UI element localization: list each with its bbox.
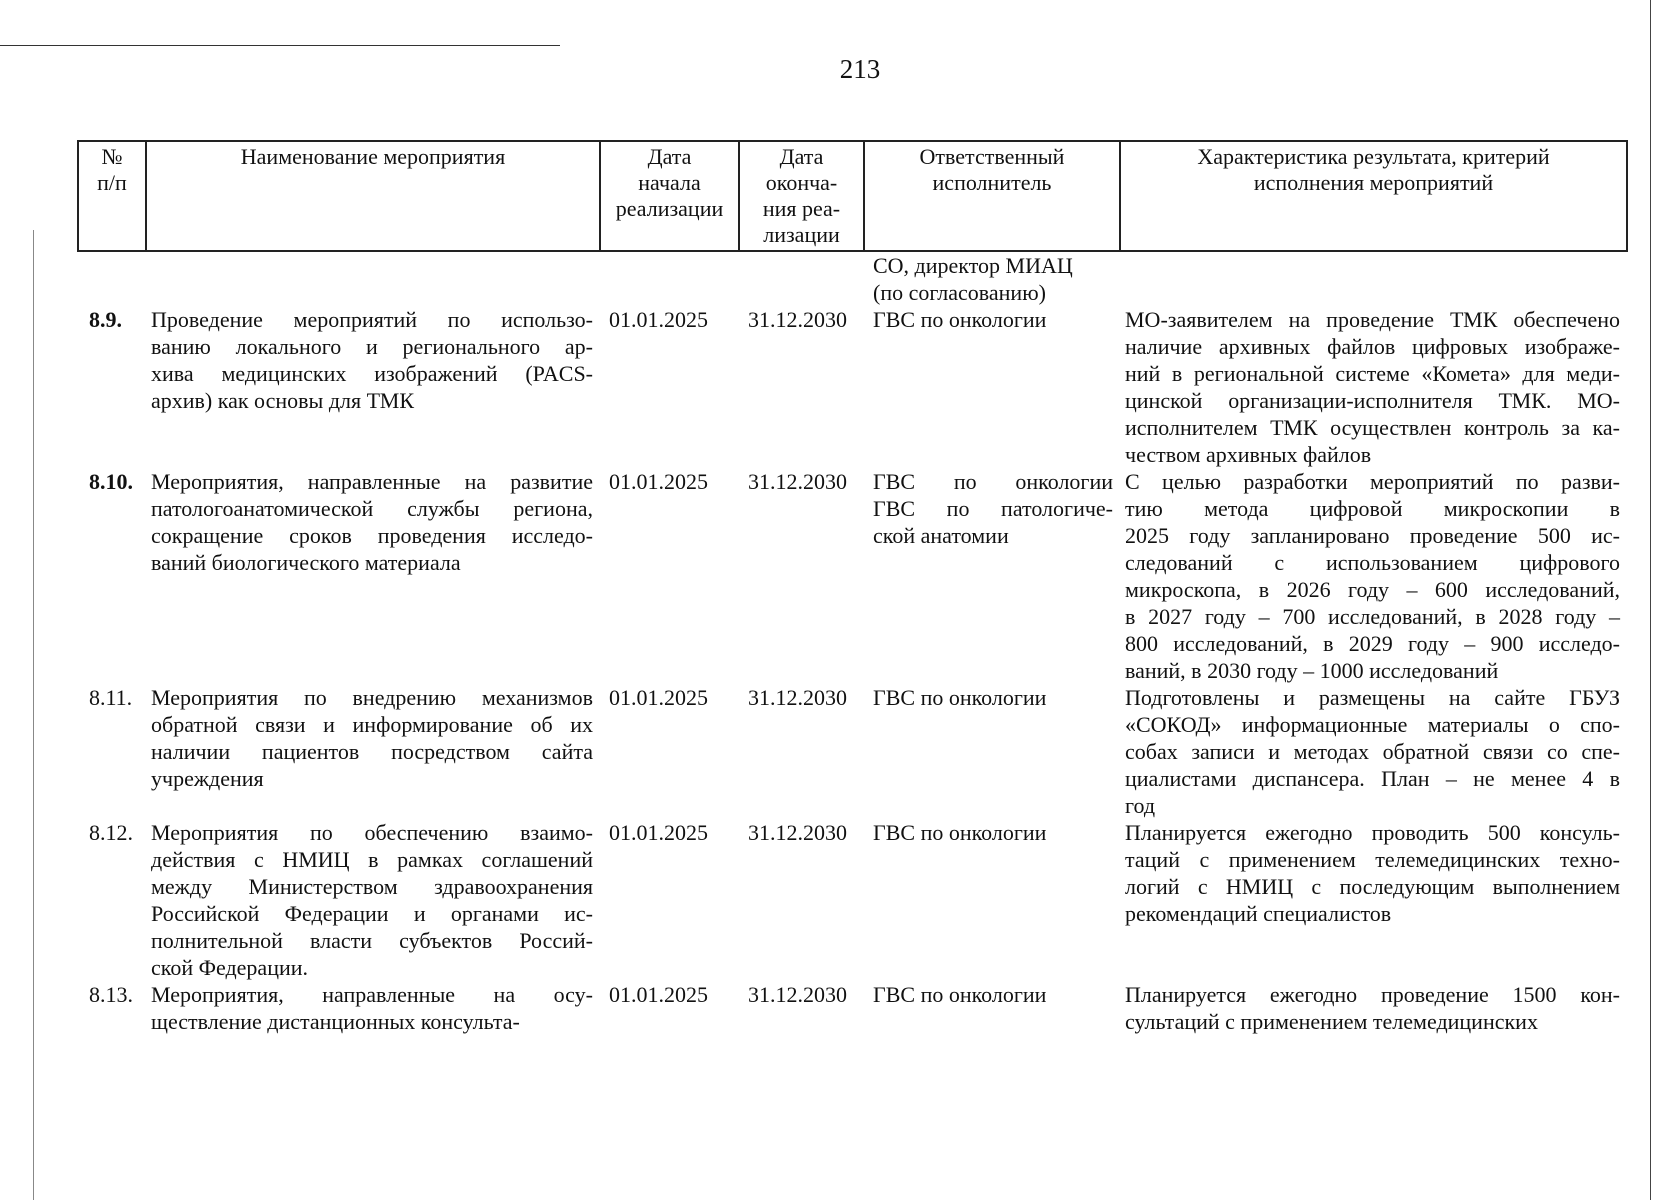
header-start-date (600, 141, 739, 251)
row-number-text: 8.11. (89, 685, 133, 710)
text-line: оконча- (765, 170, 838, 195)
scan-edge-right (1650, 0, 1651, 1200)
activity-name (145, 468, 599, 684)
end-date: 31.12.2030 (748, 307, 847, 332)
start-date: 01.01.2025 (609, 685, 708, 710)
text-line: Мероприятия, направленные на развитие (151, 469, 593, 494)
text-line: С целью разработки мероприятий по разви- (1125, 469, 1620, 494)
row-number (77, 306, 145, 468)
text-line: п/п (97, 170, 127, 195)
table-body (77, 252, 1626, 1041)
activity-name (145, 981, 599, 1041)
text-line: рекомендаций специалистов (1125, 901, 1392, 926)
text-line: Характеристика результата, критерий (1197, 144, 1550, 169)
text-line: ществление дистанционных консульта- (151, 1009, 520, 1034)
text-line: Планируется ежегодно проведение 1500 кон- (1125, 982, 1620, 1007)
row-number-text: 8.9. (89, 307, 122, 332)
text-line: 800 исследований, в 2029 году – 900 исследо- (1125, 631, 1620, 656)
page-number: 213 (839, 54, 881, 84)
text-line: чеством архивных файлов (1125, 442, 1372, 467)
text-line: логий с НМИЦ с последующим выполнением (1125, 874, 1620, 899)
text-line: Мероприятия по обеспечению взаимо- (151, 820, 593, 845)
text-line: сокращение сроков проведения исследо- (151, 523, 593, 548)
text-line: Мероприятия по внедрению механизмов (151, 685, 593, 710)
row-number (77, 981, 145, 1041)
text-line: «СОКОД» информационные материалы о спо- (1125, 712, 1620, 737)
responsible-executor (863, 306, 1119, 468)
header-responsible (864, 141, 1120, 251)
text-line: следований с использованием цифрового (1125, 550, 1620, 575)
text-line: ваний биологического материала (151, 550, 461, 575)
text-line: ской Федерации. (151, 955, 309, 980)
text-line: лизации (763, 222, 840, 247)
text-line: № (101, 144, 123, 169)
result-criteria (1119, 468, 1626, 684)
end-date: 31.12.2030 (748, 982, 847, 1007)
text-line: ГВС по онкологии (873, 307, 1047, 332)
header-end-date (739, 141, 864, 251)
start-date: 01.01.2025 (609, 469, 708, 494)
table-row (77, 819, 1626, 981)
end-date: 31.12.2030 (748, 469, 847, 494)
header-num (78, 141, 146, 251)
text-line: патологоанатомической службы региона, (151, 496, 593, 521)
table-row (77, 306, 1626, 468)
start-date: 01.01.2025 (609, 307, 708, 332)
table-row (77, 468, 1626, 684)
table-row (77, 981, 1626, 1041)
text-line: Дата (647, 144, 692, 169)
text-line: Дата (779, 144, 824, 169)
row-number (77, 468, 145, 684)
text-line: циалистами диспансера. План – не менее 4 в (1125, 766, 1620, 791)
header-name (146, 141, 600, 251)
activity-name (145, 684, 599, 819)
text-line: тию метода цифровой микроскопии в (1125, 496, 1620, 521)
text-line: МО-заявителем на проведение ТМК обеспечено (1125, 307, 1620, 332)
text-line: наличии пациентов посредством сайта (151, 739, 593, 764)
text-line: сультаций с применением телемедицинских (1125, 1009, 1538, 1034)
text-line: ГВС по патологиче- (873, 496, 1113, 521)
result-criteria (1119, 819, 1626, 981)
row-number-text: 8.12. (89, 820, 133, 845)
text-line: год (1125, 793, 1156, 818)
text-line: ваний, в 2030 году – 1000 исследований (1125, 658, 1499, 683)
responsible-executor (863, 684, 1119, 819)
text-line: полнительной власти субъектов Россий- (151, 928, 593, 953)
text-line: цинской организации-исполнителя ТМК. МО- (1125, 388, 1620, 413)
row-number-text: 8.10. (89, 469, 133, 494)
text-line: ской анатомии (873, 523, 1009, 548)
activity-name (145, 306, 599, 468)
text-line: собах записи и методах обратной связи со спе- (1125, 739, 1620, 764)
text-line: ний в региональной системе «Комета» для меди- (1125, 361, 1620, 386)
text-line: Проведение мероприятий по использо- (151, 307, 593, 332)
scan-edge-top (0, 45, 560, 46)
text-line: реализации (615, 196, 724, 221)
responsible-executor (863, 819, 1119, 981)
text-line: ГВС по онкологии (873, 469, 1113, 494)
table-header (77, 140, 1628, 252)
table-row (77, 684, 1626, 819)
result-criteria (1119, 306, 1626, 468)
table-row-carryover (77, 252, 1626, 306)
text-line: начала (638, 170, 701, 195)
text-line: хива медицинских изображений (PACS- (151, 361, 593, 386)
text-line: исполнения мероприятий (1253, 170, 1494, 195)
text-line: между Министерством здравоохранения (151, 874, 593, 899)
header-result (1120, 141, 1627, 251)
row-number (77, 684, 145, 819)
text-line: ГВС по онкологии (873, 685, 1047, 710)
start-date: 01.01.2025 (609, 982, 708, 1007)
text-line: таций с применением телемедицинских техно- (1125, 847, 1620, 872)
end-date: 31.12.2030 (748, 820, 847, 845)
text-line: обратной связи и информирование об их (151, 712, 593, 737)
scan-edge-left (33, 230, 34, 1200)
text-line: (по согласованию) (873, 280, 1046, 305)
text-line: ГВС по онкологии (873, 982, 1047, 1007)
text-line: исполнитель (932, 170, 1052, 195)
activity-name (145, 819, 599, 981)
row-number-text: 8.13. (89, 982, 133, 1007)
text-line: Подготовлены и размещены на сайте ГБУЗ (1125, 685, 1620, 710)
text-line: действия с НМИЦ в рамках соглашений (151, 847, 593, 872)
text-line: архив) как основы для ТМК (151, 388, 414, 413)
carryover-responsible (863, 252, 1119, 306)
text-line: ния реа- (762, 196, 841, 221)
text-line: 2025 году запланировано проведение 500 ис- (1125, 523, 1620, 548)
text-line: Мероприятия, направленные на осу- (151, 982, 593, 1007)
text-line: Российской Федерации и органами ис- (151, 901, 593, 926)
text-line: в 2027 году – 700 исследований, в 2028 году – (1125, 604, 1620, 629)
result-criteria (1119, 981, 1626, 1041)
text-line: Наименование мероприятия (240, 144, 506, 169)
responsible-executor (863, 981, 1119, 1041)
text-line: ванию локального и регионального ар- (151, 334, 593, 359)
text-line: наличие архивных файлов цифровых изображе- (1125, 334, 1620, 359)
text-line: исполнителем ТМК осуществлен контроль за ка- (1125, 415, 1620, 440)
text-line: Планируется ежегодно проводить 500 консуль- (1125, 820, 1620, 845)
text-line: Ответственный (919, 144, 1065, 169)
text-line: учреждения (151, 766, 264, 791)
responsible-executor (863, 468, 1119, 684)
end-date: 31.12.2030 (748, 685, 847, 710)
result-criteria (1119, 684, 1626, 819)
text-line: СО, директор МИАЦ (873, 253, 1073, 278)
row-number (77, 819, 145, 981)
text-line: ГВС по онкологии (873, 820, 1047, 845)
text-line: микроскопа, в 2026 году – 600 исследований, (1125, 577, 1620, 602)
start-date: 01.01.2025 (609, 820, 708, 845)
header-row (78, 141, 1627, 251)
